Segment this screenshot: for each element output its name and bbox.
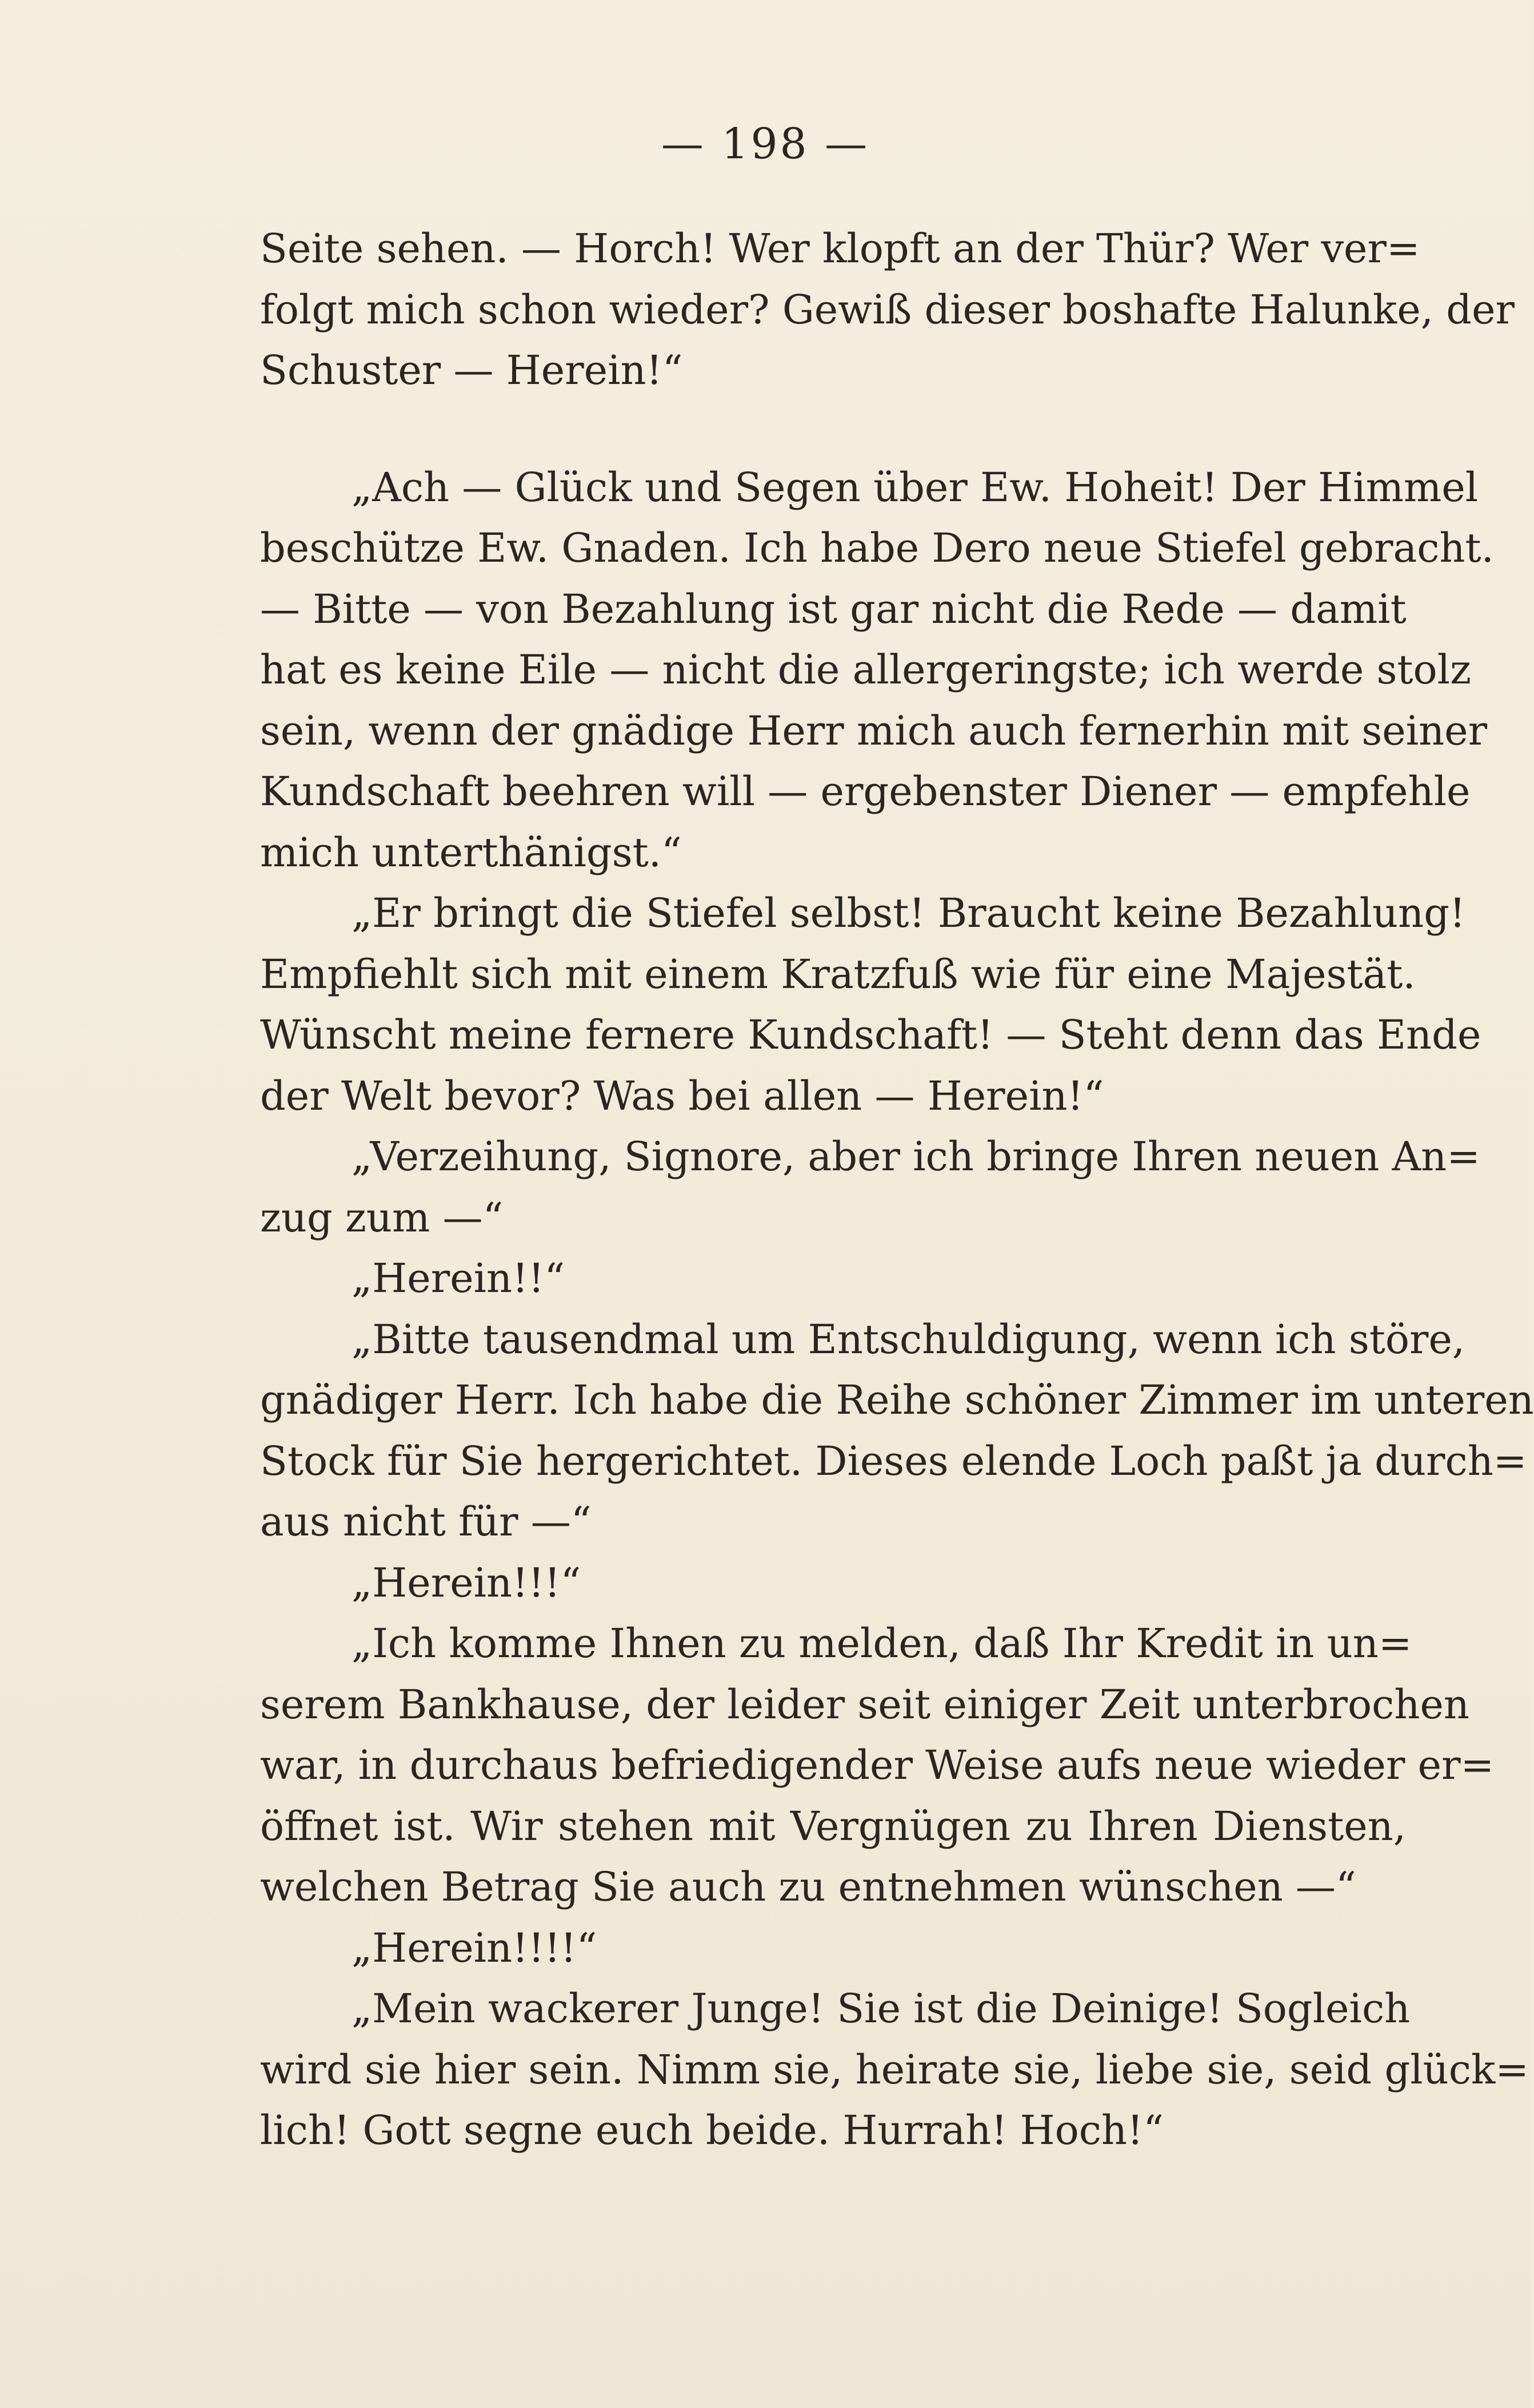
text-line: war, in durchaus befriedigender Weise aufs neue wieder er= — [260, 1742, 1495, 1789]
text-line: — Bitte — von Bezahlung ist gar nicht die Rede — damit — [260, 585, 1407, 633]
text-line: welchen Betrag Sie auch zu entnehmen wünschen —“ — [260, 1863, 1356, 1910]
text-line: „Ich komme Ihnen zu melden, daß Ihr Kredit in un= — [351, 1620, 1412, 1667]
text-line: zug zum —“ — [260, 1194, 504, 1241]
text-line: „Mein wackerer Junge! Sie ist die Deinige! Sogleich — [351, 1985, 1411, 2032]
text-line: wird sie hier sein. Nimm sie, heirate sie, liebe sie, seid glück= — [260, 2046, 1529, 2093]
text-line: „Er bringt die Stiefel selbst! Braucht keine Bezahlung! — [351, 890, 1466, 937]
text-line: mich unterthänigst.“ — [260, 829, 682, 876]
text-line: serem Bankhause, der leider seit einiger Zeit unterbrochen — [260, 1681, 1469, 1728]
text-line: sein, wenn der gnädige Herr mich auch fernerhin mit seiner — [260, 707, 1488, 754]
text-line: „Herein!!!“ — [351, 1559, 581, 1606]
text-line: aus nicht für —“ — [260, 1498, 592, 1545]
text-line: Seite sehen. — Horch! Wer klopft an der Thür? Wer ver= — [260, 225, 1420, 272]
text-line: „Ach — Glück und Segen über Ew. Hoheit! Der Himmel — [351, 463, 1479, 511]
text-line: Stock für Sie hergerichtet. Dieses elende Loch paßt ja durch= — [260, 1437, 1527, 1485]
text-line: Kundschaft beehren will — ergebenster Diener — empfehle — [260, 768, 1471, 815]
text-line: „Herein!!“ — [351, 1255, 565, 1302]
text-line: lich! Gott segne euch beide. Hurrah! Hoch!“ — [260, 2107, 1164, 2154]
text-line: der Welt bevor? Was bei allen — Herein!“ — [260, 1072, 1104, 1119]
text-line: Empfiehlt sich mit einem Kratzfuß wie für eine Majestät. — [260, 950, 1416, 998]
text-line: „Bitte tausendmal um Entschuldigung, wenn ich störe, — [351, 1315, 1465, 1363]
text-line: „Herein!!!!“ — [351, 1924, 597, 1971]
text-line: öffnet ist. Wir stehen mit Vergnügen zu Ihren Diensten, — [260, 1802, 1406, 1850]
body-text — [260, 218, 1534, 2161]
page-number: — 198 — — [661, 119, 870, 169]
text-line: „Verzeihung, Signore, aber ich bringe Ihren neuen An= — [351, 1133, 1480, 1180]
text-line: hat es keine Eile — nicht die allergeringste; ich werde stolz — [260, 646, 1471, 693]
text-line: folgt mich schon wieder? Gewiß dieser boshafte Halunke, der — [260, 286, 1515, 333]
text-line: beschütze Ew. Gnaden. Ich habe Dero neue Stiefel gebracht. — [260, 525, 1494, 571]
text-line: Schuster — Herein!“ — [260, 347, 683, 394]
text-line: Wünscht meine fernere Kundschaft! — Steht denn das Ende — [260, 1011, 1481, 1058]
text-line: gnädiger Herr. Ich habe die Reihe schöner Zimmer im unteren — [260, 1377, 1534, 1423]
